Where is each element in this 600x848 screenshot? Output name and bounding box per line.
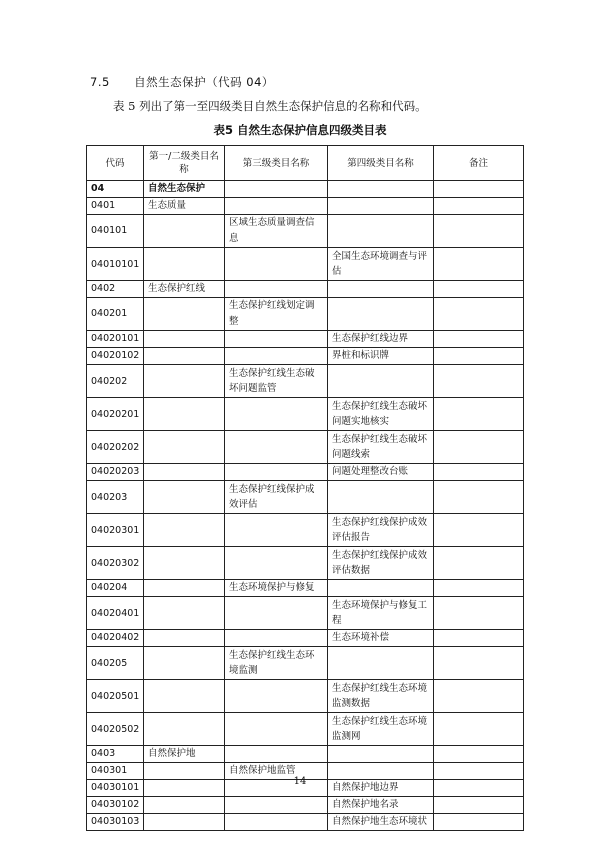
cell-level3: 生态保护红线生态环境监测 — [225, 647, 328, 680]
table-row — [87, 713, 524, 746]
cell-level4: 自然保护地边界 — [328, 780, 434, 797]
table-row — [87, 746, 524, 763]
category-table — [86, 145, 524, 831]
cell-level12 — [144, 248, 225, 281]
cell-note — [434, 580, 524, 597]
table-row — [87, 348, 524, 365]
cell-note — [434, 464, 524, 481]
cell-level4 — [328, 746, 434, 763]
table-row — [87, 580, 524, 597]
cell-note — [434, 630, 524, 647]
cell-level4: 界桩和标识牌 — [328, 348, 434, 365]
cell-code: 04020201 — [87, 398, 144, 431]
cell-level3: 生态保护红线保护成效评估 — [225, 481, 328, 514]
cell-code: 04020102 — [87, 348, 144, 365]
cell-code: 040203 — [87, 481, 144, 514]
cell-level3 — [225, 198, 328, 215]
section-heading — [90, 74, 274, 90]
page-number: 14 — [293, 776, 307, 787]
cell-level4 — [328, 647, 434, 680]
header-code: 代码 — [87, 146, 144, 181]
table-row — [87, 281, 524, 298]
table-header-row — [87, 146, 524, 181]
cell-note — [434, 181, 524, 198]
cell-note — [434, 198, 524, 215]
cell-level12: 生态保护红线 — [144, 281, 225, 298]
table-row — [87, 365, 524, 398]
cell-level4: 生态保护红线生态破坏问题线索 — [328, 431, 434, 464]
cell-note — [434, 647, 524, 680]
cell-level4: 生态保护红线保护成效评估报告 — [328, 514, 434, 547]
table-row — [87, 597, 524, 630]
table-row — [87, 431, 524, 464]
cell-level4: 生态保护红线生态环境监测数据 — [328, 680, 434, 713]
section-intro: 表 5 列出了第一至四级类目自然生态保护信息的名称和代码。 — [113, 99, 427, 113]
cell-level4 — [328, 198, 434, 215]
cell-level12 — [144, 431, 225, 464]
cell-note — [434, 348, 524, 365]
cell-level3: 区域生态质量调查信息 — [225, 215, 328, 248]
cell-level4: 自然保护地名录 — [328, 797, 434, 814]
cell-level4: 生态保护红线边界 — [328, 331, 434, 348]
cell-level3 — [225, 597, 328, 630]
cell-level12 — [144, 713, 225, 746]
cell-level12 — [144, 481, 225, 514]
cell-level4: 生态保护红线生态环境监测网 — [328, 713, 434, 746]
cell-code: 040204 — [87, 580, 144, 597]
cell-level3: 自然保护地监管 — [225, 763, 328, 780]
cell-level4 — [328, 580, 434, 597]
cell-code: 04020202 — [87, 431, 144, 464]
cell-level12 — [144, 547, 225, 580]
cell-note — [434, 746, 524, 763]
cell-level4: 生态保护红线生态破坏问题实地核实 — [328, 398, 434, 431]
cell-level3 — [225, 797, 328, 814]
cell-level12 — [144, 215, 225, 248]
cell-level3 — [225, 814, 328, 831]
cell-level3 — [225, 630, 328, 647]
table-row — [87, 464, 524, 481]
cell-level12 — [144, 680, 225, 713]
cell-level4: 问题处理整改台账 — [328, 464, 434, 481]
table-row — [87, 647, 524, 680]
cell-level12 — [144, 630, 225, 647]
cell-level12 — [144, 348, 225, 365]
cell-level12 — [144, 814, 225, 831]
table-row — [87, 215, 524, 248]
cell-level3: 生态环境保护与修复 — [225, 580, 328, 597]
table-row — [87, 797, 524, 814]
cell-note — [434, 547, 524, 580]
cell-level4: 自然保护地生态环境状 — [328, 814, 434, 831]
table-row — [87, 198, 524, 215]
cell-level4 — [328, 215, 434, 248]
table-row — [87, 181, 524, 198]
section-number: 7.5 — [90, 75, 110, 89]
cell-note — [434, 398, 524, 431]
table-caption: 表5 自然生态保护信息四级类目表 — [213, 123, 387, 137]
cell-note — [434, 248, 524, 281]
header-note: 备注 — [434, 146, 524, 181]
cell-level3 — [225, 248, 328, 281]
cell-note — [434, 597, 524, 630]
cell-level4 — [328, 481, 434, 514]
cell-level3 — [225, 431, 328, 464]
table-row — [87, 398, 524, 431]
header-level4: 第四级类目名称 — [328, 146, 434, 181]
table-row — [87, 547, 524, 580]
cell-note — [434, 680, 524, 713]
cell-note — [434, 481, 524, 514]
cell-note — [434, 215, 524, 248]
cell-code: 04020401 — [87, 597, 144, 630]
cell-code: 0403 — [87, 746, 144, 763]
cell-level3 — [225, 281, 328, 298]
cell-level12 — [144, 580, 225, 597]
cell-code: 04030102 — [87, 797, 144, 814]
cell-code: 040301 — [87, 763, 144, 780]
cell-level12: 自然生态保护 — [144, 181, 225, 198]
cell-level12: 自然保护地 — [144, 746, 225, 763]
table-row — [87, 680, 524, 713]
cell-level12: 生态质量 — [144, 198, 225, 215]
cell-level4 — [328, 298, 434, 331]
cell-note — [434, 281, 524, 298]
cell-level12 — [144, 365, 225, 398]
cell-code: 04020402 — [87, 630, 144, 647]
cell-code: 0402 — [87, 281, 144, 298]
cell-code: 04 — [87, 181, 144, 198]
cell-level4: 生态保护红线保护成效评估数据 — [328, 547, 434, 580]
cell-level4 — [328, 181, 434, 198]
cell-code: 04020502 — [87, 713, 144, 746]
cell-level12 — [144, 514, 225, 547]
cell-level12 — [144, 647, 225, 680]
cell-level4: 生态环境补偿 — [328, 630, 434, 647]
cell-level4 — [328, 365, 434, 398]
header-level3: 第三级类目名称 — [225, 146, 328, 181]
cell-level12 — [144, 464, 225, 481]
cell-level3 — [225, 713, 328, 746]
cell-level4 — [328, 281, 434, 298]
cell-level12 — [144, 298, 225, 331]
cell-level12 — [144, 797, 225, 814]
cell-code: 04030103 — [87, 814, 144, 831]
table-row — [87, 248, 524, 281]
cell-code: 04030101 — [87, 780, 144, 797]
section-title: 自然生态保护（代码 04） — [134, 75, 274, 89]
cell-code: 04010101 — [87, 248, 144, 281]
cell-level3 — [225, 547, 328, 580]
cell-code: 040201 — [87, 298, 144, 331]
cell-code: 04020501 — [87, 680, 144, 713]
table-row — [87, 514, 524, 547]
cell-note — [434, 713, 524, 746]
header-level12: 第一/二级类目名称 — [144, 146, 225, 181]
cell-note — [434, 431, 524, 464]
table-row — [87, 814, 524, 831]
cell-note — [434, 814, 524, 831]
cell-level3 — [225, 680, 328, 713]
cell-code: 040101 — [87, 215, 144, 248]
table-row — [87, 331, 524, 348]
cell-level3 — [225, 348, 328, 365]
cell-level3 — [225, 398, 328, 431]
table-row — [87, 481, 524, 514]
cell-level3: 生态保护红线划定调整 — [225, 298, 328, 331]
cell-code: 04020301 — [87, 514, 144, 547]
cell-level3 — [225, 464, 328, 481]
cell-level3 — [225, 181, 328, 198]
cell-code: 040205 — [87, 647, 144, 680]
cell-code: 04020302 — [87, 547, 144, 580]
cell-note — [434, 797, 524, 814]
cell-level3 — [225, 331, 328, 348]
cell-level12 — [144, 331, 225, 348]
cell-level12 — [144, 398, 225, 431]
cell-note — [434, 514, 524, 547]
cell-note — [434, 331, 524, 348]
cell-code: 04020101 — [87, 331, 144, 348]
cell-code: 04020203 — [87, 464, 144, 481]
cell-level4: 生态环境保护与修复工程 — [328, 597, 434, 630]
cell-level3: 生态保护红线生态破坏问题监管 — [225, 365, 328, 398]
cell-code: 040202 — [87, 365, 144, 398]
cell-level3 — [225, 514, 328, 547]
cell-level12 — [144, 597, 225, 630]
table-row — [87, 298, 524, 331]
cell-level4: 全国生态环境调查与评估 — [328, 248, 434, 281]
cell-code: 0401 — [87, 198, 144, 215]
cell-note — [434, 298, 524, 331]
table-body — [87, 181, 524, 831]
cell-level3 — [225, 746, 328, 763]
table-row — [87, 630, 524, 647]
cell-note — [434, 365, 524, 398]
